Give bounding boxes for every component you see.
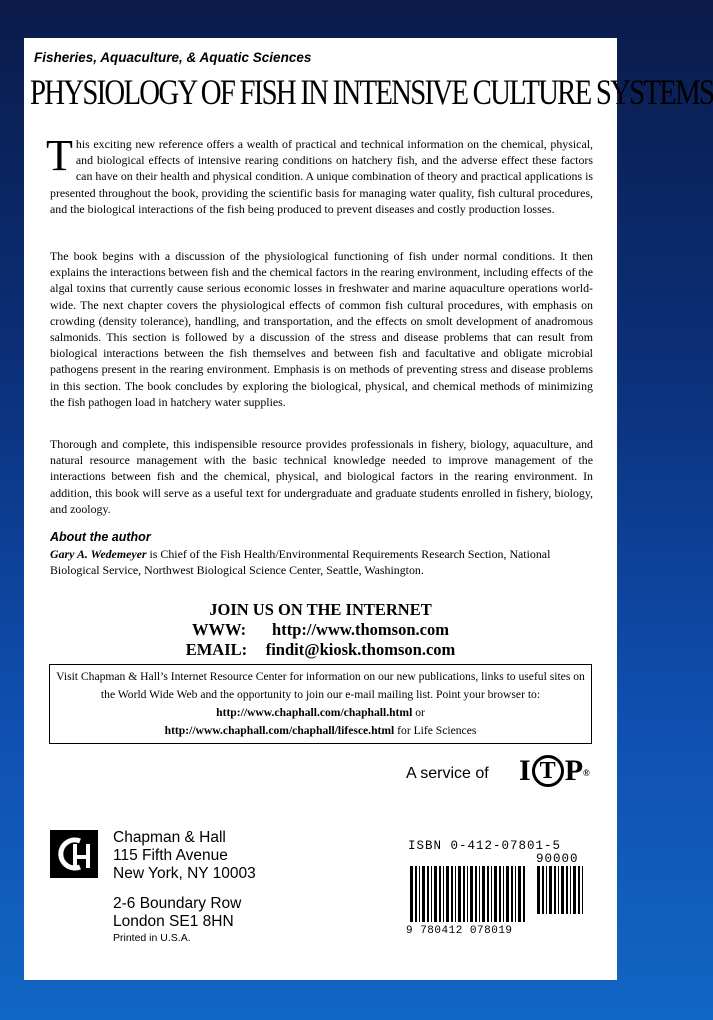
chaphall-link[interactable]: http://www.chaphall.com/chaphall.html xyxy=(216,706,413,719)
barcode-bar xyxy=(410,866,413,922)
description-paragraph-1 xyxy=(46,131,593,217)
itp-letter-i: I xyxy=(519,754,531,787)
book-title: PHYSIOLOGY OF FISH IN INTENSIVE CULTURE SYSTEMS xyxy=(30,72,713,112)
description-paragraph-2: The book begins with a discussion of the physiological functioning of fish under normal conditions. It then explains the interactions between fish and the chemical factors in the rearing environment, including effects of the algal toxins that currently cause serious economic losses in freshwater and marine aquaculture operations world-wide. The next chapter covers the physiological effects of common fish cultural procedures, with emphasis on crowding (density tolerance), handling, and transportation, and the effects on smolt development of anadromous salmonids. This section is followed by a discussion of the stress and disease problems that can result from biological interactions between the fish themselves and between fish and facultative and obligate microbial pathogens present in the rearing environment. Emphasis is on methods of preventing stress and disease problems in this section. The book concludes by exploring the biological, physical, and chemical methods of minimizing the fish pathogen load in hatchery water supplies. xyxy=(50,249,593,409)
barcode-bar xyxy=(470,866,473,922)
itp-letter-t: T xyxy=(532,755,564,787)
address-line-2: New York, NY 10003 xyxy=(113,865,256,882)
barcode-bar xyxy=(499,866,501,922)
internet-heading: JOIN US ON THE INTERNET xyxy=(209,600,432,619)
barcode-bar xyxy=(431,866,432,922)
publisher-address xyxy=(113,829,256,931)
publisher-name: Chapman & Hall xyxy=(113,829,226,846)
author-bio xyxy=(50,546,593,578)
addon-code: 90000 xyxy=(536,852,579,866)
addon-barcode xyxy=(537,866,589,914)
registered-mark: ® xyxy=(583,768,590,778)
author-bio-text: is Chief of the Fish Health/Environmental Requirements Research Section, National Biological Service, Northwest Biological Science Center, Seattle, Washington. xyxy=(50,547,551,577)
barcode-bar xyxy=(487,866,489,922)
or-text: or xyxy=(412,706,425,719)
barcode-bar xyxy=(558,866,559,914)
barcode-bar xyxy=(518,866,521,922)
barcode-bar xyxy=(455,866,456,922)
service-of-label: A service of xyxy=(406,765,489,782)
barcode-bar xyxy=(422,866,425,922)
drop-cap: T xyxy=(46,131,73,180)
barcode-bar xyxy=(537,866,540,914)
barcode-bar xyxy=(458,866,461,922)
barcode-bar xyxy=(479,866,480,922)
barcode-bar xyxy=(546,866,547,914)
barcode-bar xyxy=(451,866,453,922)
barcode-bar xyxy=(566,866,568,914)
barcode-bar xyxy=(463,866,465,922)
barcode-bar xyxy=(549,866,552,914)
url-line-2 xyxy=(50,722,591,740)
resource-center-text: Visit Chapman & Hall’s Internet Resource Center for information on our new publications, links to useful sites on the World Wide Web and the opportunity to join our e-mail mailing list. Point your browser to: xyxy=(56,670,585,701)
barcode-bar xyxy=(515,866,516,922)
email-link[interactable]: findit@kiosk.thomson.com xyxy=(265,640,456,659)
about-author-heading: About the author xyxy=(50,530,151,544)
barcode-bar xyxy=(503,866,504,922)
ean-number: 9 780412 078019 xyxy=(406,925,513,937)
life-sciences-text: for Life Sciences xyxy=(394,724,477,737)
internet-section xyxy=(0,600,641,660)
barcode-bar xyxy=(443,866,444,922)
www-label: WWW: xyxy=(192,620,247,639)
itp-logo xyxy=(519,755,590,787)
barcode-bar xyxy=(542,866,544,914)
email-row xyxy=(0,640,641,660)
ean-barcode xyxy=(410,866,530,922)
isbn-text: ISBN 0-412-07801-5 xyxy=(408,839,562,853)
barcode-bar xyxy=(467,866,468,922)
barcode-bar xyxy=(573,866,576,914)
url-line-1 xyxy=(50,704,591,722)
barcode-bar xyxy=(491,866,492,922)
barcode-bar xyxy=(561,866,564,914)
email-label: EMAIL: xyxy=(185,640,248,659)
author-name: Gary A. Wedemeyer xyxy=(50,547,147,561)
itp-letter-p: P xyxy=(564,754,584,787)
barcode-bar xyxy=(482,866,485,922)
barcode-bar xyxy=(570,866,571,914)
paragraph-1-text: his exciting new reference offers a wealth of practical and technical information on the chemical, physical, and biological effects of intensive rearing conditions on hatchery fish, and the adverse effect these factors can have on their health and physical condition. A unique combination of theory and practical applications is presented throughout the book, providing the scientific basis for managing water quality, fish cultural procedures, and the biological interactions of the fish being produced to prevent diseases and costly production losses. xyxy=(50,137,593,216)
barcode-bar xyxy=(419,866,420,922)
barcode-bar xyxy=(554,866,556,914)
lifesce-link[interactable]: http://www.chaphall.com/chaphall/lifesce.html xyxy=(164,724,395,737)
www-link[interactable]: http://www.thomson.com xyxy=(272,620,449,639)
barcode-bar xyxy=(494,866,497,922)
barcode-bar xyxy=(439,866,441,922)
chapman-hall-logo-icon xyxy=(50,830,98,878)
barcode-bar xyxy=(523,866,525,922)
resource-center-box xyxy=(49,664,592,744)
www-row xyxy=(0,620,641,640)
barcode-bar xyxy=(582,866,583,914)
address-line-1: 115 Fifth Avenue xyxy=(113,847,228,864)
description-paragraph-3: Thorough and complete, this indispensible resource provides professionals in fishery, biology, aquaculture, and natural resource management with the basic technical knowledge needed to improve management of the interactions between fish and the chemical, physical, and biological factors in the rearing environment. In addition, this book will serve as a useful text for undergraduate and graduate students enrolled in fishery, biology, and zoology. xyxy=(50,437,593,516)
printed-in: Printed in U.S.A. xyxy=(113,932,191,944)
barcode-bar xyxy=(511,866,513,922)
address-line-3: 2-6 Boundary Row xyxy=(113,895,242,912)
barcode-bar xyxy=(427,866,429,922)
barcode-bar xyxy=(434,866,437,922)
barcode-bar xyxy=(475,866,477,922)
barcode-bar xyxy=(415,866,417,922)
barcode-bar xyxy=(446,866,449,922)
barcode-bar xyxy=(506,866,509,922)
barcode-bar xyxy=(578,866,580,914)
series-name: Fisheries, Aquaculture, & Aquatic Sciences xyxy=(34,50,312,65)
address-line-4: London SE1 8HN xyxy=(113,913,234,930)
